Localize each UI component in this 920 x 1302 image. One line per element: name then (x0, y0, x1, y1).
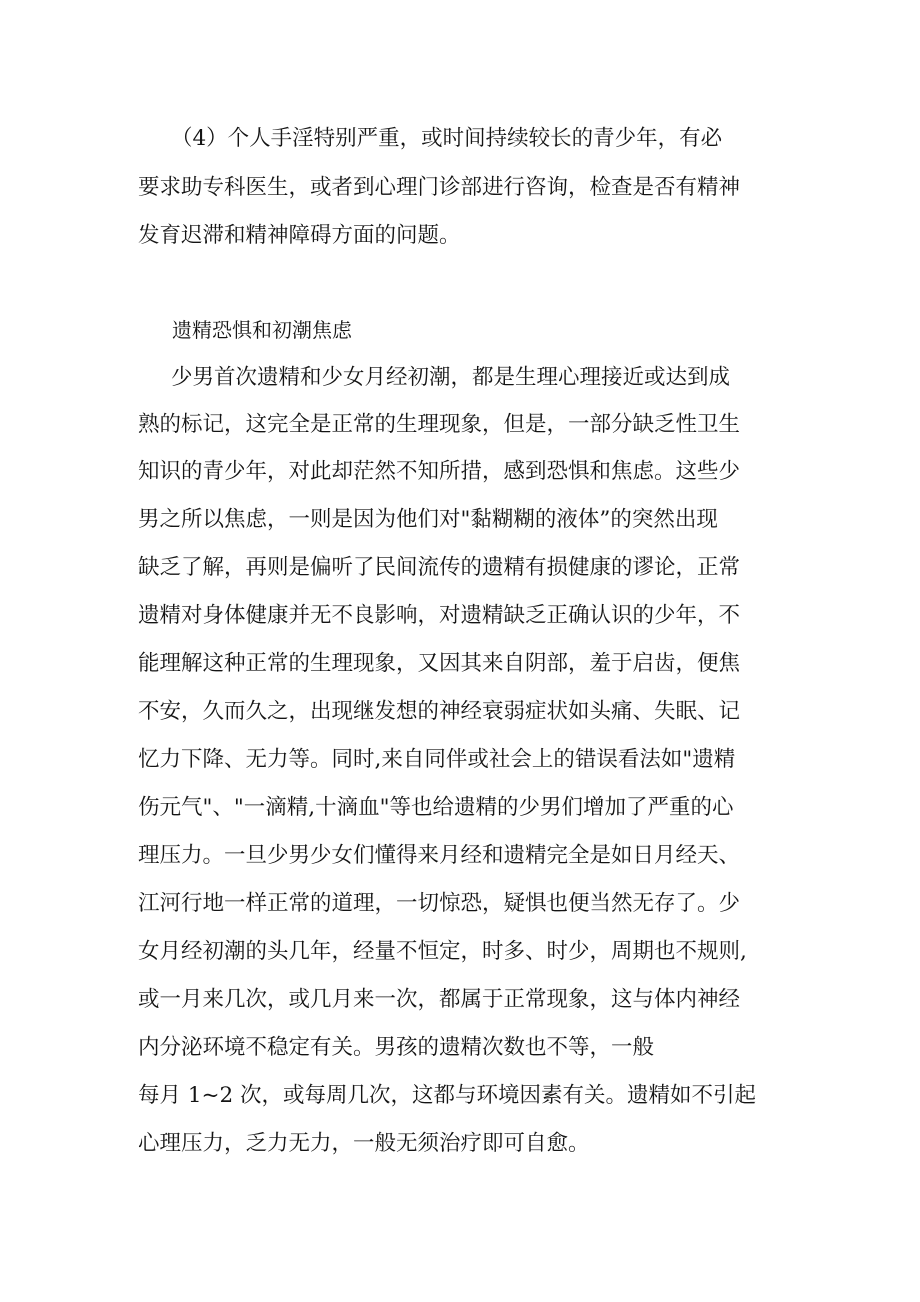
paragraph-2-line: 心理压力，乏力无力，一般无须治疗即可自愈。 (138, 1131, 590, 1156)
section-heading: 遗精恐惧和初潮焦虑 (172, 318, 352, 342)
paragraph-2-line: 不安，久而久之，出现继发想的神经衰弱症状如头痛、失眠、记 (138, 699, 741, 724)
paragraph-2-line: 女月经初潮的头几年，经量不恒定，时多、时少，周期也不规则, (138, 939, 747, 964)
paragraph-2-line: 内分泌环境不稳定有关。男孩的遗精次数也不等，一般 (138, 1035, 655, 1060)
paragraph-2-line: 忆力下降、无力等。同时,来自同伴或社会上的错误看法如"遗精 (138, 747, 736, 772)
paragraph-2-line: 或一月来几次，或几月来一次，都属于正常现象，这与体内神经 (138, 987, 741, 1012)
paragraph-2-line: 男之所以焦虑，一则是因为他们对"黏糊糊的液体”的突然出现 (138, 507, 718, 532)
paragraph-1-line: （4）个人手淫特别严重，或时间持续较长的青少年，有必 (171, 126, 723, 151)
paragraph-2-line: 知识的青少年，对此却茫然不知所措，感到恐惧和焦虑。这些少 (138, 459, 741, 484)
paragraph-2-line: 少男首次遗精和少女月经初潮，都是生理心理接近或达到成 (171, 365, 731, 390)
paragraph-2-line: 熟的标记，这完全是正常的生理现象，但是，一部分缺乏性卫生 (138, 412, 741, 437)
paragraph-1-line: 要求助专科医生，或者到心理门诊部进行咨询，检查是否有精神 (138, 175, 741, 200)
paragraph-2-line: 江河行地一样正常的道理，一切惊恐，疑惧也便当然无存了。少 (138, 891, 741, 916)
paragraph-2-line: 每月 1~2 次，或每周几次，这都与环境因素有关。遗精如不引起 (138, 1083, 757, 1108)
paragraph-2-line: 遗精对身体健康并无不良影响，对遗精缺乏正确认识的少年，不 (138, 603, 741, 628)
paragraph-2-line: 理压力。一旦少男少女们懂得来月经和遗精完全是如日月经天、 (138, 843, 741, 868)
paragraph-2-line: 伤元气"、"一滴精,十滴血"等也给遗精的少男们增加了严重的心 (138, 795, 734, 820)
paragraph-1-line: 发育迟滞和精神障碍方面的问题。 (138, 223, 461, 248)
paragraph-2-line: 能理解这种正常的生理现象，又因其来自阴部，羞于启齿，便焦 (138, 651, 741, 676)
paragraph-2-line: 缺乏了解，再则是偏听了民间流传的遗精有损健康的谬论，正常 (138, 555, 741, 580)
